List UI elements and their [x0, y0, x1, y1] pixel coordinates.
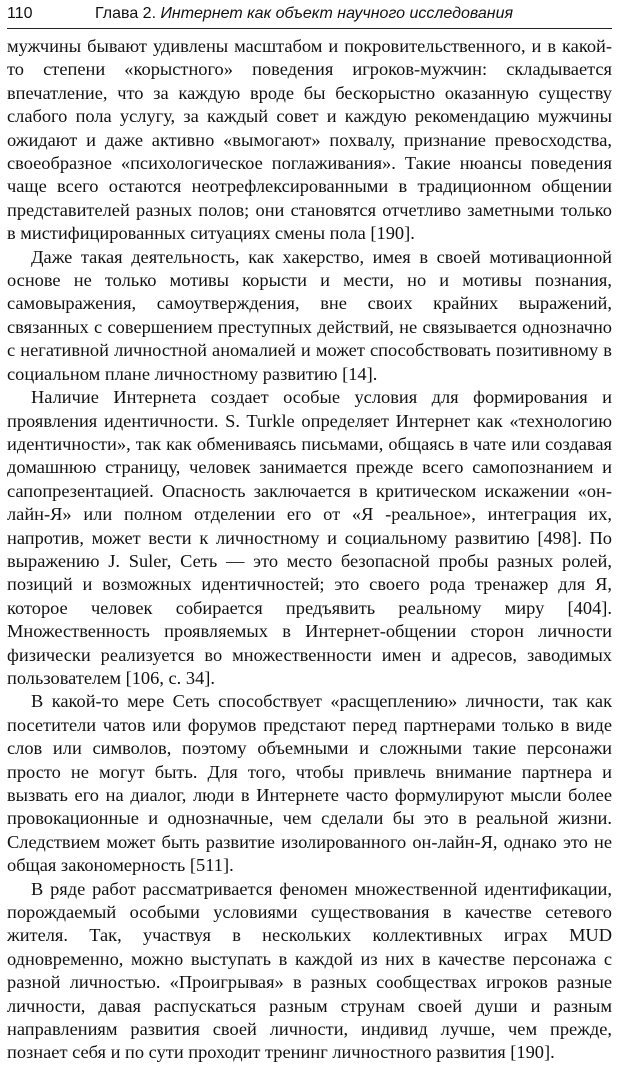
running-title [95, 2, 513, 26]
paragraph-4: В какой-то мере Сеть способствует «расщеплению» личности, так как посетители чатов или форумов предстают перед партнерами только в виде слов или символов, поэтому объемными и сложными такие персонажи просто не могут быть. Для того, чтобы привлечь внимание партнера и вызвать его на диалог, люди в Интернете часто формулируют мысли более провокационные и однозначные, чем сделали бы это в реальной жизни. Следствием может быть развитие изолированного он-лайн-Я, однако это не общая закономерность [511]. [7, 691, 612, 876]
chapter-title: Интернет как объект научного исследования [160, 5, 514, 22]
paragraph-1: мужчины бывают удивлены масштабом и покровительственного, и в какой-то степени «корыстного» поведения игроков-мужчин: складывается впечатление, что за каждую вроде бы бескорыстно оказанную существу слабого пола услугу, за каждый совет и каждую рекомендацию мужчины ожидают и даже активно «вымогают» похвалу, признание превосходства, своеобразное «психологическое поглаживания». Такие нюансы поведения чаще всего остаются неотрефлексированными в традиционном общении представителей разных полов; они становятся отчетливо заметными только в мистифицированных ситуациях смены пола [190]. [7, 36, 612, 244]
running-header [7, 0, 612, 29]
body-text [7, 35, 612, 1065]
chapter-label: Глава 2. [95, 5, 161, 22]
paragraph-2: Даже такая деятельность, как хакерство, имея в своей мотивационной основе не только мотивы корысти и мести, но и мотивы познания, самовыражения, самоутверждения, вне своих крайних выражений, связанных с совершением преступных действий, не связывается однозначно с негативной личностной аномалией и может способствовать позитивному в социальном плане личностному развитию [14]. [7, 246, 612, 384]
paragraph-5: В ряде работ рассматривается феномен множественной идентификации, порождаемый особыми условиями существования в качестве сетевого жителя. Так, участвуя в нескольких коллективных играх MUD одновременно, можно выступать в каждой из них в качестве персонажа с разной личностью. «Проигрывая» в разных сообществах игроков разные личности, давая распускаться разным струнам своей души и разным направлениям развития своей личности, индивид лучше, чем прежде, познает себя и по сути проходит тренинг личностного развития [190]. [7, 878, 612, 1063]
page-number: 110 [7, 5, 33, 22]
paragraph-3: Наличие Интернета создает особые условия для формирования и проявления идентичности. S. Turkle определяет Интернет как «технологию идентичности», так как обмениваясь письмами, общаясь в чате или создавая домашнюю страницу, человек занимается прежде всего самопознанием и сапопрезентацией. Опасность заключается в критическом искажении «он-лайн-Я» или полном отделении его от «Я -реальное», интеграция их, напротив, может вести к личностному и социальному развитию [498]. По выражению J. Suler, Сеть — это место безопасной пробы разных ролей, позиций и возможных идентичностей; это своего рода тренажер для Я, которое человек собирается предъявить реальному миру [404]. Множественность проявляемых в Интернет-общении сторон личности физически реализуется во множественности имен и адресов, заводимых пользователем [106, с. 34]. [7, 387, 612, 688]
